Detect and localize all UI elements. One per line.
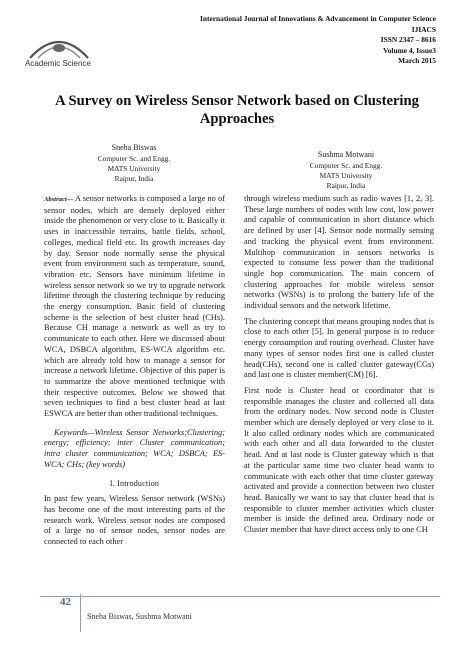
journal-volume: Volume 4, Issue3 <box>383 45 436 55</box>
footer-rule <box>40 596 440 597</box>
author-dept: Computer Sc. and Engg. <box>309 161 383 170</box>
keywords-text: Wireless Sensor Networks;Clustering; energy; efficiency; inter Cluster communication; intra cluster communication; WCA; DSBCA; ES-WCA; CHs; (key words) <box>44 427 225 469</box>
body-paragraph: First node is Cluster head or coordinator that is responsible manages the cluster and collected all data from the ordinary nodes. Now second node is Cluster member which are densely deployed or very close to it. It also called ordinary nodes which are communicated with each other and all data forwarded to the cluster head. And at last node is Cluster gateway which is that at the particular same time two cluster head wants to communicate with each other that time cluster gateway activated and provide a connection between two cluster head. Basically we want to say that cluster head that is responsible to cluster member activities which cluster member is inside the defined area. Ordinary node or Cluster member that have direct access only to one CH <box>244 385 434 535</box>
paper-title: A Survey on Wireless Sensor Network based on Clustering Approaches <box>55 93 419 127</box>
author-university: MATS University <box>319 171 373 180</box>
journal-issn: ISSN 2347 – 8616 <box>380 35 436 45</box>
author-block-2 <box>291 150 401 191</box>
section-heading: I. Introduction <box>109 478 160 488</box>
author-location: Raipur, India <box>326 181 366 190</box>
journal-name: International Journal of Innovations & Advancement in Computer Science <box>200 14 436 23</box>
journal-info <box>200 14 436 67</box>
author-name: Sneha Biswas <box>111 143 157 152</box>
author-university: MATS University <box>107 164 161 173</box>
abstract <box>44 194 225 420</box>
keywords-label: Keywords— <box>54 427 95 437</box>
page-number: 42 <box>60 596 71 608</box>
body-paragraph: The clustering concept that means grouping nodes that is close to each other [5]. In general purpose is to reduce energy consumption and routing overhead. Cluster have many types of sensor nodes first one is called cluster head(CHs), second one is called cluster gateway(CGs) and last one is cluster member(CM) [6]. <box>244 316 435 380</box>
journal-date: March 2015 <box>398 56 436 66</box>
footer-divider <box>80 594 81 632</box>
author-name: Sushma Motwani <box>317 150 375 159</box>
keywords <box>44 428 225 471</box>
intro-paragraph: In past few years, Wireless Sensor network (WSNs) has become one of the most interesting parts of the research work. Wireless sensor nodes are composed of a large no of sensor nodes, sensor nodes are connected to each other <box>44 494 225 547</box>
author-location: Raipur, India <box>114 174 154 183</box>
body-paragraph: through wireless medium such as radio waves [1, 2, 3]. These large numbers of nodes with low cost, low power and capable of communication in short distance which are defined by user [4]. Sensor node normally sensing and tracking the physical event from environment. Multihop communication in sensors networks is expected to consume less power than the traditional single hop communication. The main concern of clustering approaches for mobile wireless sensor networks (WSNs) is to prolong the battery life of the individual sensors and the network lifetime. <box>244 194 434 311</box>
author-block-1 <box>84 143 184 184</box>
left-column <box>44 194 225 548</box>
abstract-text: A sensor networks is composed a large no of sensor nodes, which are densely deployed either inside the phenomenon or very close to it. Basically it uses in inaccessible terrains, battle fields, school, colleges, medical field etc. Its growth increases day by day. Sensor node normally sense the physical event from environment such as temperature, sound, vibration etc. Sensors have minimum lifetime in wireless sensor network so we try to upgrade network lifetime through the clustering technique by reducing the energy consumption. Basic field of clustering scheme is the selection of best cluster head (CHs). Because CH manage a network as well as try to communicate to each other. Here we discussed about WCA, DSBCA algorithm, ES-WCA algorithm etc. which are already told how to manage a sensor for increase a network lifetime. Objective of this paper is to summarize the above mentioned technique with their respective outcomes. Below we showed that seven techniques to find a best cluster head at last ESWCA are better than other traditional techniques. <box>44 194 225 419</box>
journal-abbrev: IJIACS <box>411 24 436 34</box>
right-column <box>244 194 434 536</box>
author-dept: Computer Sc. and Engg. <box>97 154 171 163</box>
logo-text: Academic Science <box>25 59 91 68</box>
abstract-label: Abstract— <box>44 196 74 203</box>
footer-authors: Sneha Biswas, Sushma Motwani <box>87 612 192 621</box>
